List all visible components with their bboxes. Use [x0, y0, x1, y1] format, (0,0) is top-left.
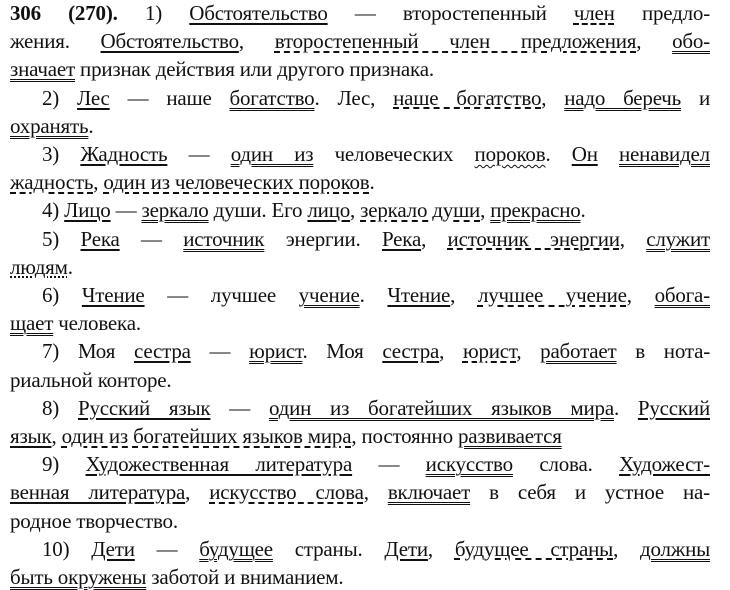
- text-segment: .: [613, 395, 638, 420]
- text-segment: 5): [42, 226, 81, 251]
- underlined-word: будущее страны: [454, 536, 614, 561]
- text-segment: , постоянно: [351, 424, 458, 448]
- item-5-line-2: [10, 254, 710, 280]
- text-segment: .: [67, 254, 73, 279]
- text-segment: слова.: [512, 452, 620, 477]
- item-3-line-1: [42, 141, 710, 167]
- underlined-word: лучшее учение: [477, 283, 627, 307]
- underlined-word: прекрасно: [490, 198, 581, 223]
- text-segment: ,: [238, 29, 275, 54]
- text-segment: энергии.: [264, 226, 382, 251]
- item-6-line-1: [42, 282, 710, 308]
- text-segment: ,: [93, 170, 104, 195]
- text-segment: ,: [541, 85, 565, 110]
- text-segment: —: [134, 536, 200, 561]
- item-4-line-1: [42, 197, 710, 223]
- text-segment: жения.: [10, 29, 101, 54]
- underlined-word: Река: [381, 226, 422, 251]
- item-5-line-1: [42, 226, 710, 252]
- underlined-word: лицо: [307, 198, 351, 223]
- underlined-word: Чтение: [81, 283, 145, 307]
- underlined-word: включает: [387, 480, 471, 505]
- underlined-word: сестра: [133, 339, 191, 364]
- text-segment: человеческих: [313, 142, 475, 166]
- underlined-word: пороков: [474, 142, 546, 166]
- text-segment: —: [110, 198, 142, 223]
- item-9-line-3: [10, 508, 710, 534]
- underlined-word: Жадность: [80, 142, 168, 166]
- underlined-word: юрист: [462, 339, 517, 364]
- text-segment: ,: [427, 536, 455, 561]
- text-segment: предло-: [614, 1, 710, 25]
- underlined-word: богатство: [229, 85, 315, 110]
- text-segment: ,: [421, 226, 448, 251]
- text-segment: признак действия или другого признака.: [75, 57, 434, 82]
- text-segment: 8): [42, 395, 78, 420]
- text-segment: ,: [51, 424, 62, 448]
- underlined-word: учение: [298, 283, 360, 307]
- item-2-line-1: [42, 85, 710, 111]
- text-segment: —: [119, 226, 184, 251]
- underlined-word: наше богатство: [393, 85, 542, 110]
- underlined-word: сестра: [382, 339, 440, 364]
- underlined-word: охранять: [10, 113, 89, 138]
- item-7-line-2: [10, 367, 710, 393]
- text-segment: —: [210, 395, 269, 420]
- underlined-word: один из: [230, 142, 314, 166]
- underlined-word: жадность: [10, 170, 94, 195]
- underlined-word: источник энергии: [447, 226, 620, 251]
- text-segment: ,: [480, 198, 491, 223]
- text-segment: в себя и устное на-: [470, 480, 710, 505]
- text-segment: —: [167, 142, 231, 166]
- underlined-word: обо-: [672, 29, 710, 54]
- text-segment: 4): [42, 198, 65, 223]
- underlined-word: Река: [80, 226, 120, 251]
- underlined-word: искусство: [425, 452, 513, 477]
- underlined-word: один из богатейших языков мира: [268, 395, 614, 420]
- text-segment: —: [190, 339, 250, 364]
- underlined-word: быть окружены: [10, 565, 147, 589]
- text-segment: 7) Моя: [42, 339, 134, 364]
- text-segment: ,: [619, 226, 647, 251]
- text-segment: ,: [516, 339, 541, 364]
- underlined-word: развивается: [457, 424, 562, 448]
- text-segment: заботой и вниманием.: [146, 565, 344, 589]
- item-1-line-1: [10, 0, 710, 26]
- item-8-line-2: [10, 423, 710, 449]
- underlined-word: должны: [639, 536, 711, 561]
- text-segment: .: [369, 170, 375, 195]
- underlined-word: надо беречь: [564, 85, 682, 110]
- text-segment: ,: [350, 198, 361, 223]
- item-7-line-1: [42, 338, 710, 364]
- text-segment: 6): [42, 283, 82, 307]
- text-segment: . Лес,: [314, 85, 394, 110]
- text-segment: родное творчество.: [10, 508, 178, 533]
- text-segment: . Моя: [302, 339, 383, 364]
- text-segment: человека.: [53, 311, 141, 336]
- text-segment: .: [88, 113, 94, 138]
- underlined-word: работает: [540, 339, 617, 364]
- text-segment: 10): [42, 536, 92, 561]
- underlined-word: язык: [10, 424, 52, 448]
- item-1-line-2: [10, 28, 710, 54]
- underlined-word: член: [573, 1, 615, 25]
- underlined-word: служит: [646, 226, 710, 251]
- underlined-word: людям: [10, 254, 68, 279]
- item-10-line-1: [42, 536, 710, 562]
- exercise-number: 306 (270).: [10, 1, 118, 25]
- item-9-line-1: [42, 451, 710, 477]
- underlined-word: Русский: [637, 395, 710, 420]
- text-segment: .: [359, 283, 388, 307]
- text-segment: ,: [185, 480, 210, 505]
- text-segment: —: [352, 452, 426, 477]
- underlined-word: искусство слова: [209, 480, 364, 505]
- underlined-word: будущее: [199, 536, 273, 561]
- text-segment: 1): [144, 1, 190, 25]
- underlined-word: зеркало: [141, 198, 209, 223]
- underlined-word: обога-: [654, 283, 710, 307]
- item-9-line-2: [10, 479, 710, 505]
- text-segment: — второстепенный: [327, 1, 574, 25]
- text-segment: [598, 142, 619, 166]
- text-segment: 3): [42, 142, 81, 166]
- text-segment: души. Его: [208, 198, 308, 223]
- underlined-word: значает: [10, 57, 75, 82]
- item-1-line-3: [10, 56, 710, 82]
- underlined-word: Чтение: [387, 283, 451, 307]
- underlined-word: Лицо: [64, 198, 111, 223]
- text-segment: — лучшее: [144, 283, 299, 307]
- text-segment: .: [545, 142, 572, 166]
- item-2-line-2: [10, 113, 710, 139]
- item-6-line-2: [10, 310, 710, 336]
- underlined-word: Обстоятельство: [100, 29, 239, 54]
- underlined-word: Обстоятельство: [189, 1, 328, 25]
- text-segment: и: [681, 85, 711, 110]
- text-segment: ,: [636, 29, 673, 54]
- item-3-line-2: [10, 169, 710, 195]
- text-segment: 2): [42, 85, 78, 110]
- underlined-word: щает: [10, 311, 54, 336]
- underlined-word: венная литература: [10, 480, 186, 505]
- item-8-line-1: [42, 395, 710, 421]
- underlined-word: ненавидел: [619, 142, 710, 166]
- text-segment: — наше: [109, 85, 230, 110]
- underlined-word: Лес: [77, 85, 110, 110]
- text-segment: ,: [439, 339, 463, 364]
- text-segment: .: [580, 198, 586, 223]
- text-segment: ,: [363, 480, 388, 505]
- underlined-word: юрист: [249, 339, 303, 364]
- text-segment: в нота-: [616, 339, 710, 364]
- underlined-word: Художест-: [619, 452, 710, 477]
- item-10-line-2: [10, 564, 710, 590]
- underlined-word: Дети: [91, 536, 135, 561]
- underlined-word: зеркало души: [360, 198, 481, 223]
- text-segment: ,: [626, 283, 655, 307]
- underlined-word: Он: [571, 142, 598, 166]
- text-segment: ,: [450, 283, 478, 307]
- text-segment: риальной конторе.: [10, 367, 172, 392]
- text-segment: страны.: [272, 536, 385, 561]
- text-segment: ,: [613, 536, 640, 561]
- underlined-word: один из человеческих пороков: [103, 170, 370, 195]
- underlined-word: Русский язык: [77, 395, 211, 420]
- text-segment: 9): [42, 452, 86, 477]
- underlined-word: Дети: [384, 536, 428, 561]
- underlined-word: один из богатейших языков мира: [61, 424, 352, 448]
- underlined-word: источник: [183, 226, 265, 251]
- underlined-word: второстепенный член предложения: [274, 29, 637, 54]
- underlined-word: Художественная литература: [85, 452, 353, 477]
